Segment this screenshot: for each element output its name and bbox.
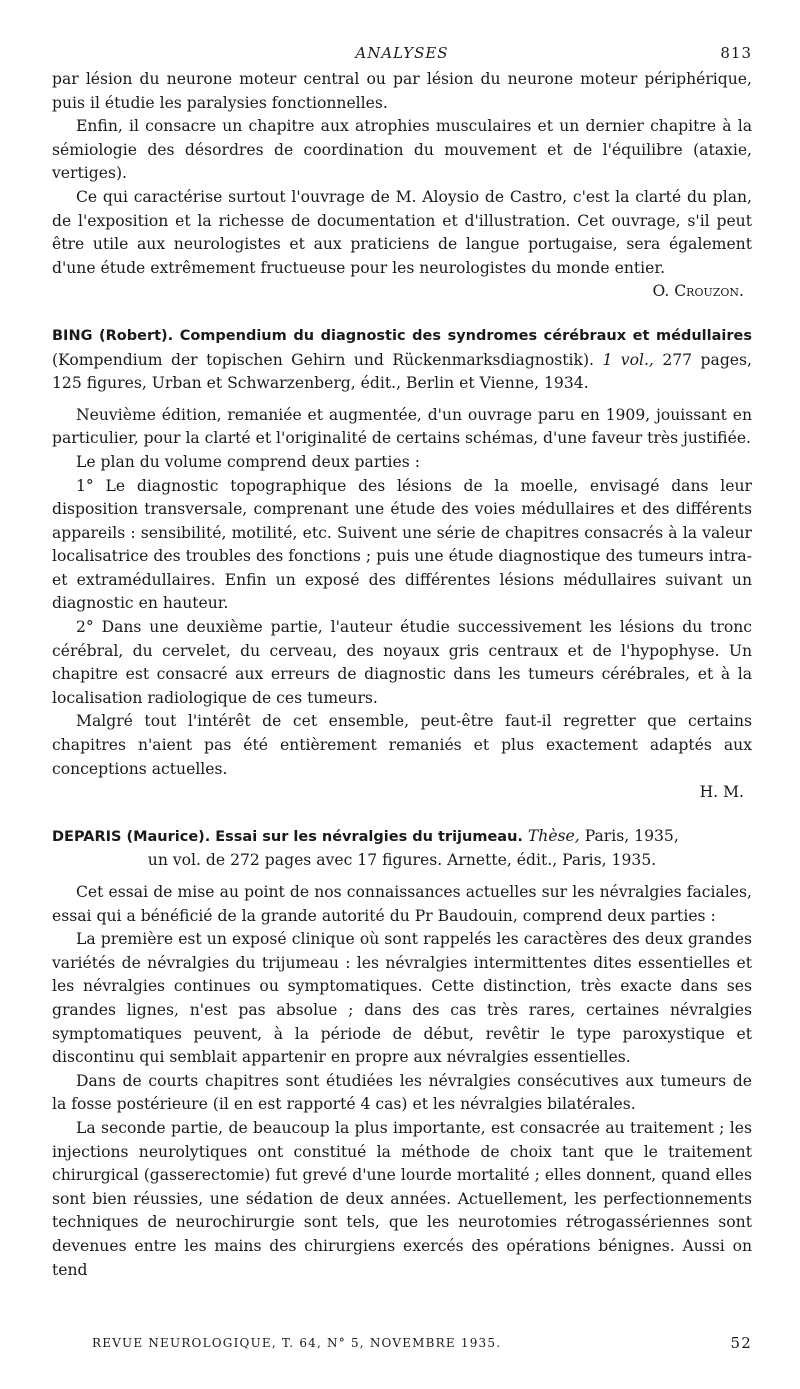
entry-thesis: Thèse,: [527, 826, 580, 845]
paragraph: La première est un exposé clinique où sont rappelés les caractères des deux grandes variétés de névralgies du trijumeau : les névralgies intermittentes dites essentielles et les névralgies continues ou symptomatiques. Cette distinction, très exacte dans ses grandes lignes, n'est pas absolue ; dans des cas très rares, certaines névralgies symptomatiques peuvent, à la période de début, revêtir le type paroxystique et discontinu qui semblait appartenir en propre aux névralgies essentielles.: [52, 930, 752, 1067]
paragraph: Neuvième édition, remaniée et augmentée, d'un ouvrage paru en 1909, jouissant en particulier, pour la clarté et l'originalité de certains schémas, d'une faveur très justifiée.: [52, 405, 752, 448]
entry-forename: (Maurice).: [126, 828, 211, 845]
entry-bibliography: 277 pages, 125 figures, Urban et Schwarzenberg, édit., Berlin et Vienne, 1934.: [52, 350, 752, 393]
deparis-review: [52, 825, 752, 1282]
page-number: 813: [720, 44, 752, 62]
entry-title: Essai sur les névralgies du trijumeau.: [215, 828, 523, 845]
paragraph: Malgré tout l'intérêt de cet ensemble, peut-être faut-il regretter que certains chapitres n'aient pas été entièrement remaniés et plus exactement adaptés aux conceptions actuelles.: [52, 712, 752, 778]
paragraph: Cet essai de mise au point de nos connaissances actuelles sur les névralgies faciales, essai qui a bénéficié de la grande autorité du Pr Baudouin, comprend deux parties :: [52, 883, 752, 925]
paragraph: Le plan du volume comprend deux parties :: [76, 452, 420, 471]
header-title: ANALYSES: [355, 44, 449, 62]
paragraph: Dans de courts chapitres sont étudiées les névralgies consécutives aux tumeurs de la fosse postérieure (il en est rapporté 4 cas) et les névralgies bilatérales.: [52, 1071, 752, 1114]
entry-volume: 1 vol.,: [602, 350, 654, 369]
running-header: [52, 44, 752, 68]
paragraph: La seconde partie, de beaucoup la plus importante, est consacrée au traitement ; les injections neurolytiques ont constitué la méthode de choix tant que le traitement chirurgical (gasserectomie) fut grevé d'une lourde mortalité ; elles donnent, quand elles sont bien réussies, une sédation de deux années. Actuellement, les perfectionnements techniques de neurochirurgie sont tels, que les neurotomies rétrogassériennes sont devenues entre les mains des chirurgiens exercés des opérations bénignes. Aussi on tend: [52, 1118, 752, 1279]
entry-forename: (Robert).: [99, 327, 174, 344]
crouzon-review: [52, 68, 752, 304]
entry-title: Compendium du diagnostic des syndromes cérébraux et médullaires: [179, 327, 752, 344]
page: [52, 44, 752, 1282]
entry-bibliography-line: un vol. de 272 pages avec 17 figures. Arnette, édit., Paris, 1935.: [147, 851, 657, 870]
paragraph: 1° Le diagnostic topographique des lésions de la moelle, envisagé dans leur disposition transversale, comprenant une étude des voies médullaires et des différents appareils : sensibilité, motilité, etc. Suivent une série de chapitres consacrés à la valeur localisatrice des troubles des fonctions ; puis une étude diagnostique des tumeurs intra- et extramédullaires. Enfin un exposé des différentes lésions médullaires suivant un diagnostic en hauteur.: [52, 476, 752, 613]
paragraph: Ce qui caractérise surtout l'ouvrage de M. Aloysio de Castro, c'est la clarté du plan, de l'exposition et la richesse de documentation et d'illustration. Cet ouvrage, s'il peut être utile aux neurologistes et aux praticiens de langue portugaise, sera également d'une étude extrêmement fructueuse pour les neurologistes du monde entier.: [52, 187, 752, 277]
paragraph: Enfin, il consacre un chapitre aux atrophies musculaires et un dernier chapitre à la sémiologie des désordres de coordination du mouvement et de l'équilibre (ataxie, vertiges).: [52, 117, 752, 183]
bing-review: [52, 324, 752, 805]
journal-citation: REVUE NEUROLOGIQUE, T. 64, N° 5, NOVEMBRE 1935.: [92, 1336, 502, 1350]
review-signature: O. Crouzon.: [652, 282, 744, 301]
entry-author: DEPARIS: [52, 828, 122, 845]
entry-heading: [52, 324, 752, 396]
paragraph: 2° Dans une deuxième partie, l'auteur étudie successivement les lésions du tronc cérébral, du cervelet, du cerveau, des noyaux gris centraux et de l'hypophyse. Un chapitre est consacré aux erreurs de diagnostic dans les tumeurs cérébrales, et à la localisation radiologique de ces tumeurs.: [52, 618, 752, 707]
entry-author: BING: [52, 327, 93, 344]
entry-heading: [52, 825, 752, 873]
entry-bibliography: Paris, 1935,: [584, 826, 679, 845]
paragraph: par lésion du neurone moteur central ou par lésion du neurone moteur périphérique, puis il étudie les paralysies fonctionnelles.: [52, 70, 752, 112]
signature-mark: 52: [730, 1334, 752, 1352]
review-signature: H. M.: [699, 783, 744, 802]
entry-subtitle: (Kompendium der topischen Gehirn und Rückenmarksdiagnostik).: [52, 350, 594, 369]
